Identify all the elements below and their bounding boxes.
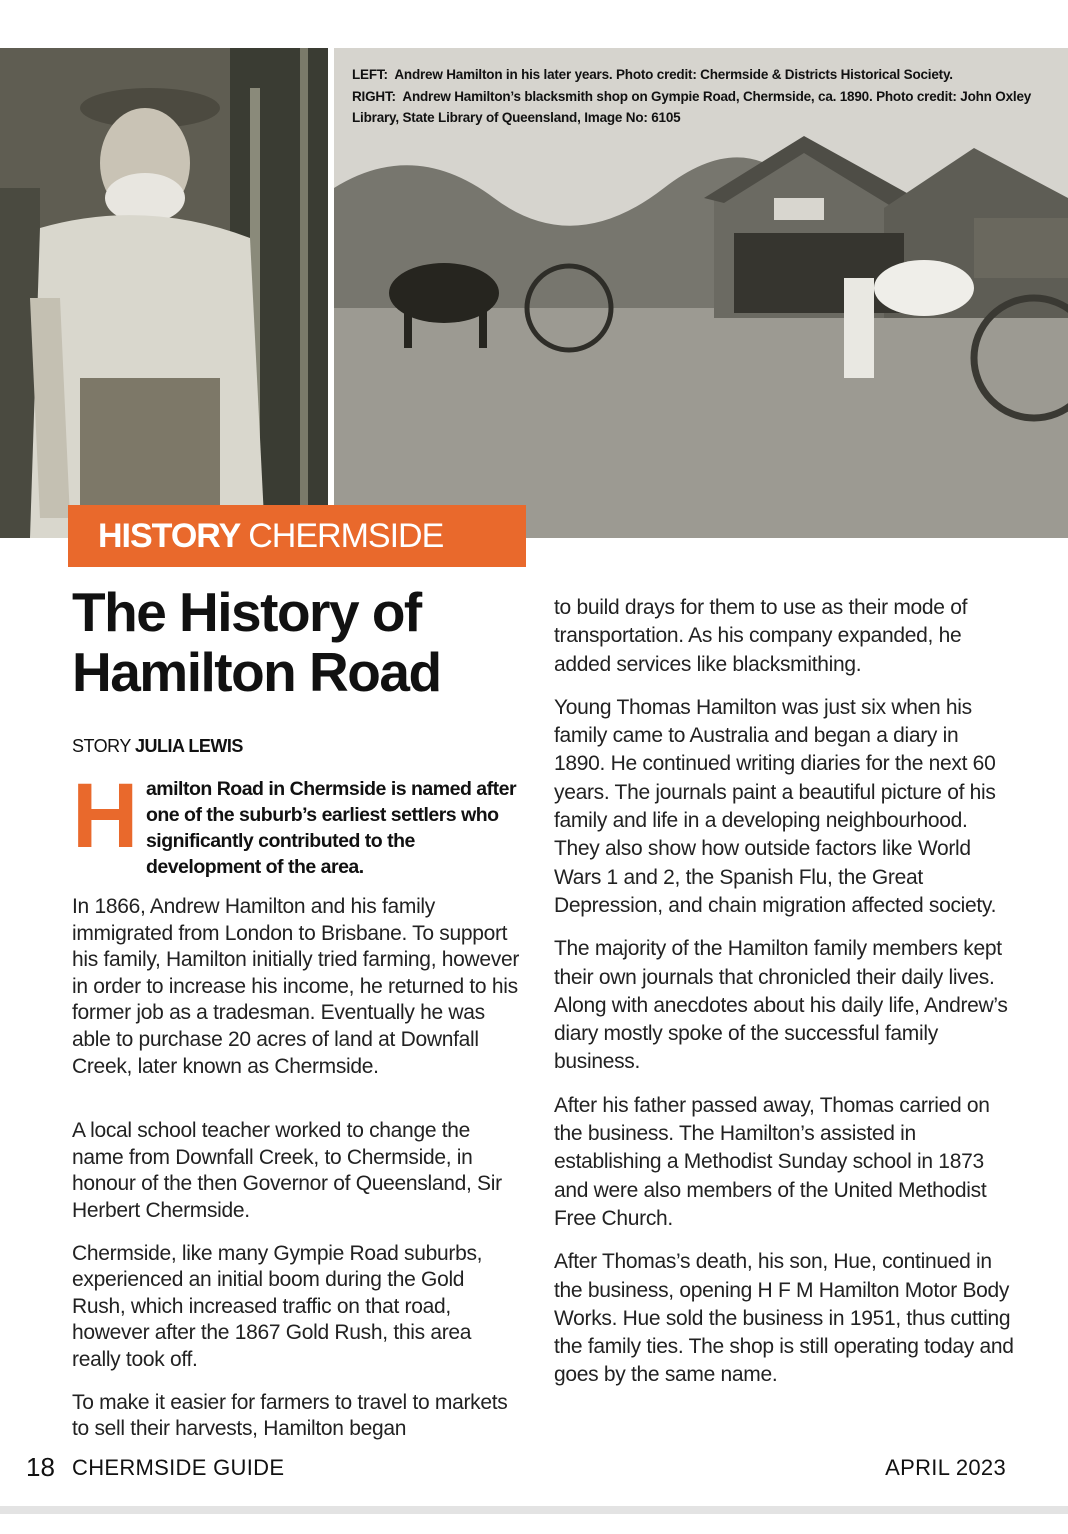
byline-prefix: STORY xyxy=(72,736,131,756)
page-footer xyxy=(0,1452,1068,1486)
paragraph: After Thomas’s death, his son, Hue, continued in the business, opening H F M Hamilton Motor Body Works. Hue sold the business in 1951, thus cutting the family ties. The shop is still operating today and goes by the same name. xyxy=(554,1250,1014,1387)
column-right xyxy=(554,594,1014,1405)
issue-date: APRIL 2023 xyxy=(885,1455,1006,1480)
lead-paragraph xyxy=(72,765,520,880)
andrew-hamilton-photo xyxy=(0,48,328,538)
paragraph: Young Thomas Hamilton was just six when his family came to Australia and began a diary in 1890. He continued writing diaries for the next 60 years. The journals paint a beautiful picture of his family and life in a developing neighbourhood. They also show how outside factors like World Wars 1 and 2, the Spanish Flu, the Great Depression, and chain migration affected society. xyxy=(554,695,997,917)
paragraph: After his father passed away, Thomas carried on the business. The Hamilton’s assisted in establishing a Methodist Sunday school in 1873 and were also members of the United Methodist Free Church. xyxy=(554,1093,990,1230)
title-line-2: Hamilton Road xyxy=(72,641,441,703)
caption-left-text: Andrew Hamilton in his later years. Photo credit: Chermside & Districts Historical Society. xyxy=(394,67,953,82)
column-left xyxy=(72,894,522,1459)
banner-light: CHERMSIDE xyxy=(248,516,444,555)
lead-text: amilton Road in Chermside is named after one of the suburb’s earliest settlers who significantly contributed to the development of the area. xyxy=(145,778,517,878)
drop-cap: H xyxy=(72,765,138,867)
page-number: 18 xyxy=(26,1452,55,1482)
paragraph: In 1866, Andrew Hamilton and his family immigrated from London to Brisbane. To support his family, Hamilton initially tried farming, however in order to increase his income, he returned to his former job as a tradesman. Eventually he was able to purchase 20 acres of land at Downfall Creek, later known as Chermside. xyxy=(72,895,520,1078)
title-line-1: The History of xyxy=(72,581,421,643)
paragraph: Chermside, like many Gympie Road suburbs, experienced an initial boom during the Gold Rush, which increased traffic on that road, however after the 1867 Gold Rush, this area really took off. xyxy=(72,1241,483,1371)
byline-author: JULIA LEWIS xyxy=(135,736,243,756)
publication-name: CHERMSIDE GUIDE xyxy=(72,1455,285,1480)
paragraph: to build drays for them to use as their mode of transportation. As his company expanded, he added services like blacksmithing. xyxy=(554,596,968,676)
caption-left-label: LEFT: xyxy=(352,67,388,82)
paragraph: To make it easier for farmers to travel to markets to sell their harvests, Hamilton began xyxy=(72,1390,508,1441)
paragraph: A local school teacher worked to change the name from Downfall Creek, to Chermside, in honour of the then Governor of Queensland, Sir Herbert Chermside. xyxy=(72,1119,502,1222)
caption-right-text: Andrew Hamilton’s blacksmith shop on Gympie Road, Chermside, ca. 1890. Photo credit: John Oxley Library, State Library of Queensland, Image No: 6105 xyxy=(352,88,1032,125)
caption-right-label: RIGHT: xyxy=(352,88,396,104)
byline xyxy=(72,736,243,757)
section-banner xyxy=(68,505,526,567)
bottom-divider xyxy=(0,1506,1068,1514)
photo-caption xyxy=(352,64,1052,129)
banner-bold: HISTORY xyxy=(98,516,241,555)
paragraph: The majority of the Hamilton family members kept their own journals that chronicled their daily lives. Along with anecdotes about his daily life, Andrew’s diary mostly spoke of the successful family business. xyxy=(554,937,1008,1074)
article-title xyxy=(72,582,532,702)
